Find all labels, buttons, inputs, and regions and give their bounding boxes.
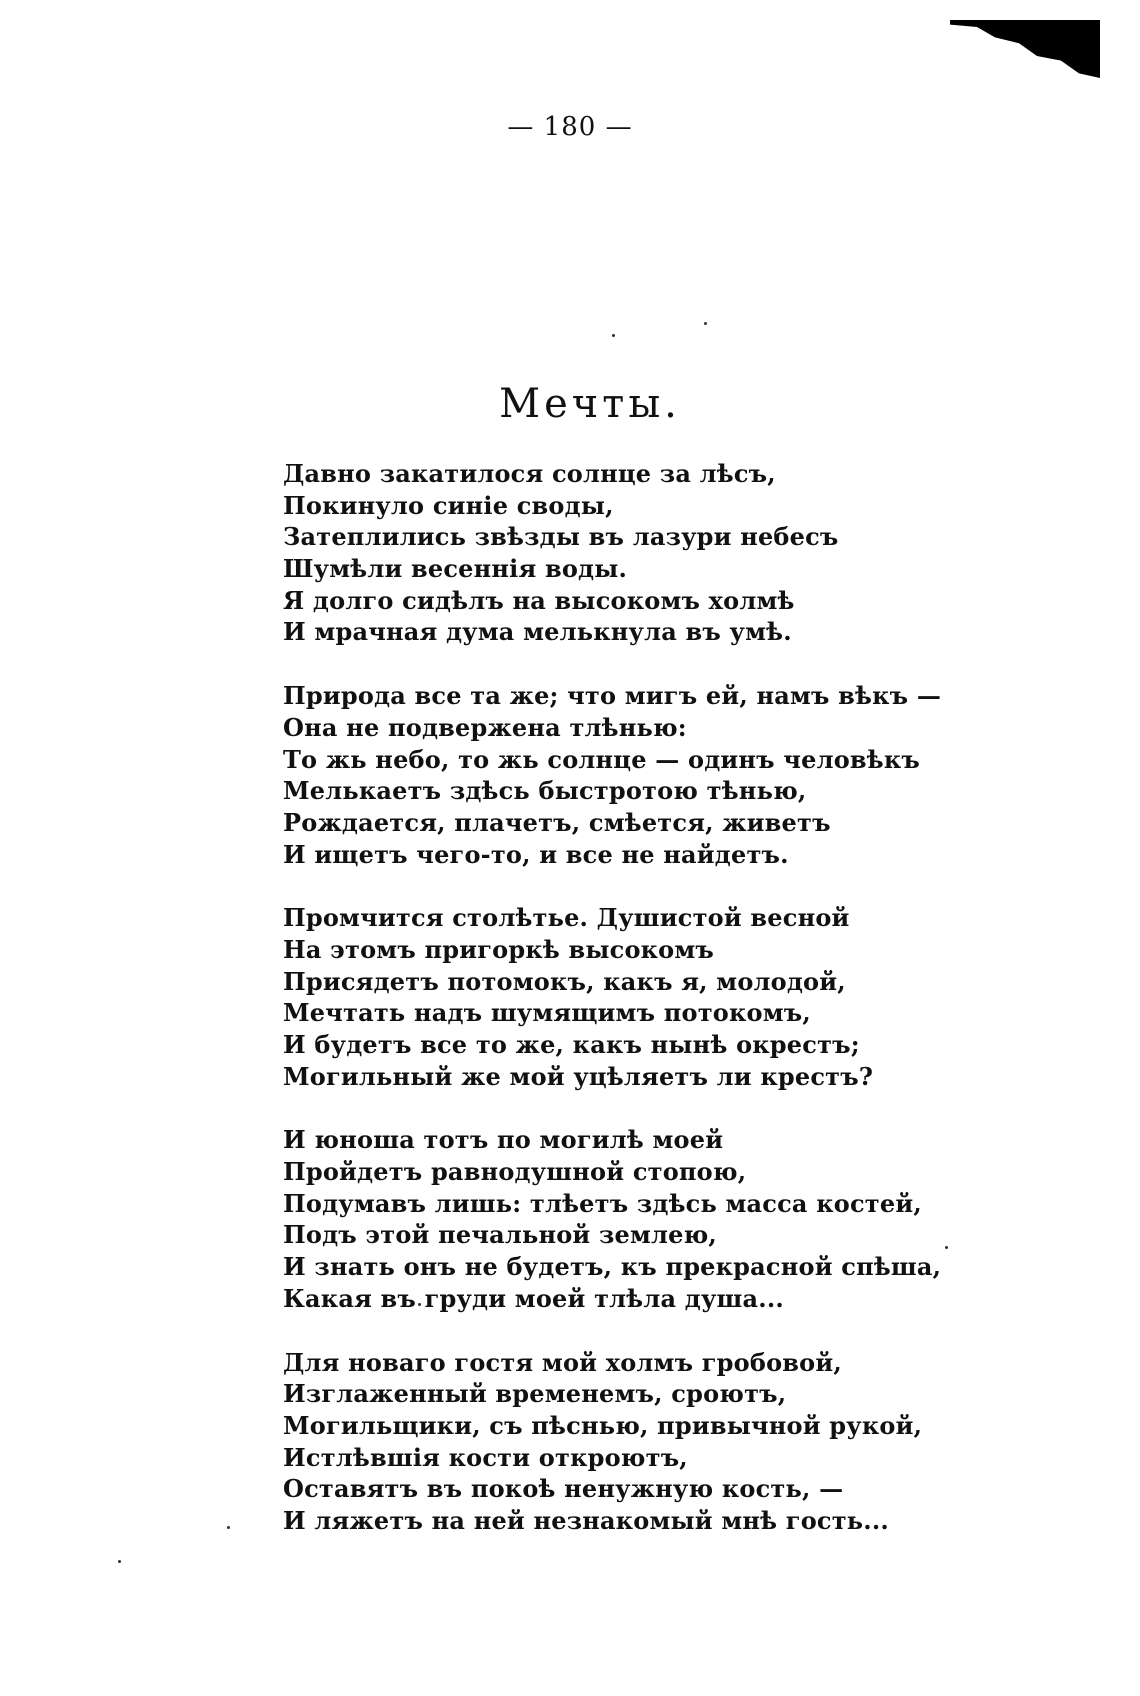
poem-line: То жь небо, то жь солнце — одинъ человѣкъ — [283, 744, 920, 774]
ink-speck — [704, 322, 707, 325]
poem-line: Она не подвержена тлѣнью: — [283, 712, 687, 742]
poem-line: На этомъ пригоркѣ высокомъ — [283, 934, 715, 964]
poem-line: И ищетъ чего-то, и все не найдетъ. — [283, 839, 789, 869]
page-number: — 180 — — [507, 112, 633, 142]
ink-speck — [118, 1560, 121, 1563]
poem-line: Какая въ груди моей тлѣла душа... — [283, 1283, 784, 1313]
poem-line: И юноша тотъ по могилѣ моей — [283, 1125, 724, 1155]
poem-line: Оставятъ въ покоѣ ненужную кость, — — [283, 1474, 844, 1504]
poem-line: И будетъ все то же, какъ нынѣ окрестъ; — [283, 1030, 860, 1059]
poem-line: Покинуло синіе своды, — [283, 490, 614, 520]
poem-line: Для новаго гостя мой холмъ гробовой, — [283, 1347, 842, 1377]
poem-line: Мечтать надъ шумящимъ потокомъ, — [283, 998, 811, 1028]
poem-line: Подумавъ лишь: тлѣетъ здѣсь масса костей, — [283, 1188, 922, 1218]
poem-line: Рождается, плачетъ, смѣется, живетъ — [283, 807, 831, 837]
poem-title: Мечты. — [499, 381, 681, 427]
ink-speck — [612, 334, 615, 337]
poem-body — [283, 458, 983, 1569]
stanza — [283, 902, 983, 1092]
poem-line: И ляжетъ на ней незнакомый мнѣ гость... — [283, 1505, 889, 1535]
poem-line: И знать онъ не будетъ, къ прекрасной спѣша, — [283, 1252, 942, 1282]
poem-line: Истлѣвшія кости откроютъ, — [283, 1442, 688, 1472]
poem-line: И мрачная дума мелькнула въ умѣ. — [283, 617, 792, 647]
stanza — [283, 1124, 983, 1314]
scan-artifact — [950, 20, 1100, 78]
poem-line: Присядетъ потомокъ, какъ я, молодой, — [283, 966, 846, 996]
poem-line: Природа все та же; что мигъ ей, намъ вѣкъ — — [283, 681, 942, 711]
poem-line: Давно закатилося солнце за лѣсъ, — [283, 459, 776, 488]
poem-line: Мелькаетъ здѣсь быстротою тѣнью, — [283, 776, 807, 806]
stanza — [283, 458, 983, 648]
poem-line: Изглаженный временемъ, сроютъ, — [283, 1379, 787, 1409]
poem-line: Шумѣли весеннія воды. — [283, 554, 628, 584]
poem-line: Могильный же мой уцѣляетъ ли крестъ? — [283, 1061, 874, 1091]
poem-line: Подъ этой печальной землею, — [283, 1220, 717, 1250]
poem-line: Пройдетъ равнодушной стопою, — [283, 1157, 747, 1187]
poem-line: Могильщики, съ пѣснью, привычной рукой, — [283, 1410, 923, 1440]
ink-speck — [227, 1526, 230, 1529]
stanza — [283, 680, 983, 870]
poem-line: Затеплились звѣзды въ лазури небесъ — [283, 522, 839, 552]
stanza — [283, 1347, 983, 1537]
poem-line: Я долго сидѣлъ на высокомъ холмѣ — [283, 585, 795, 615]
poem-line: Промчится столѣтье. Душистой весной — [283, 903, 850, 933]
